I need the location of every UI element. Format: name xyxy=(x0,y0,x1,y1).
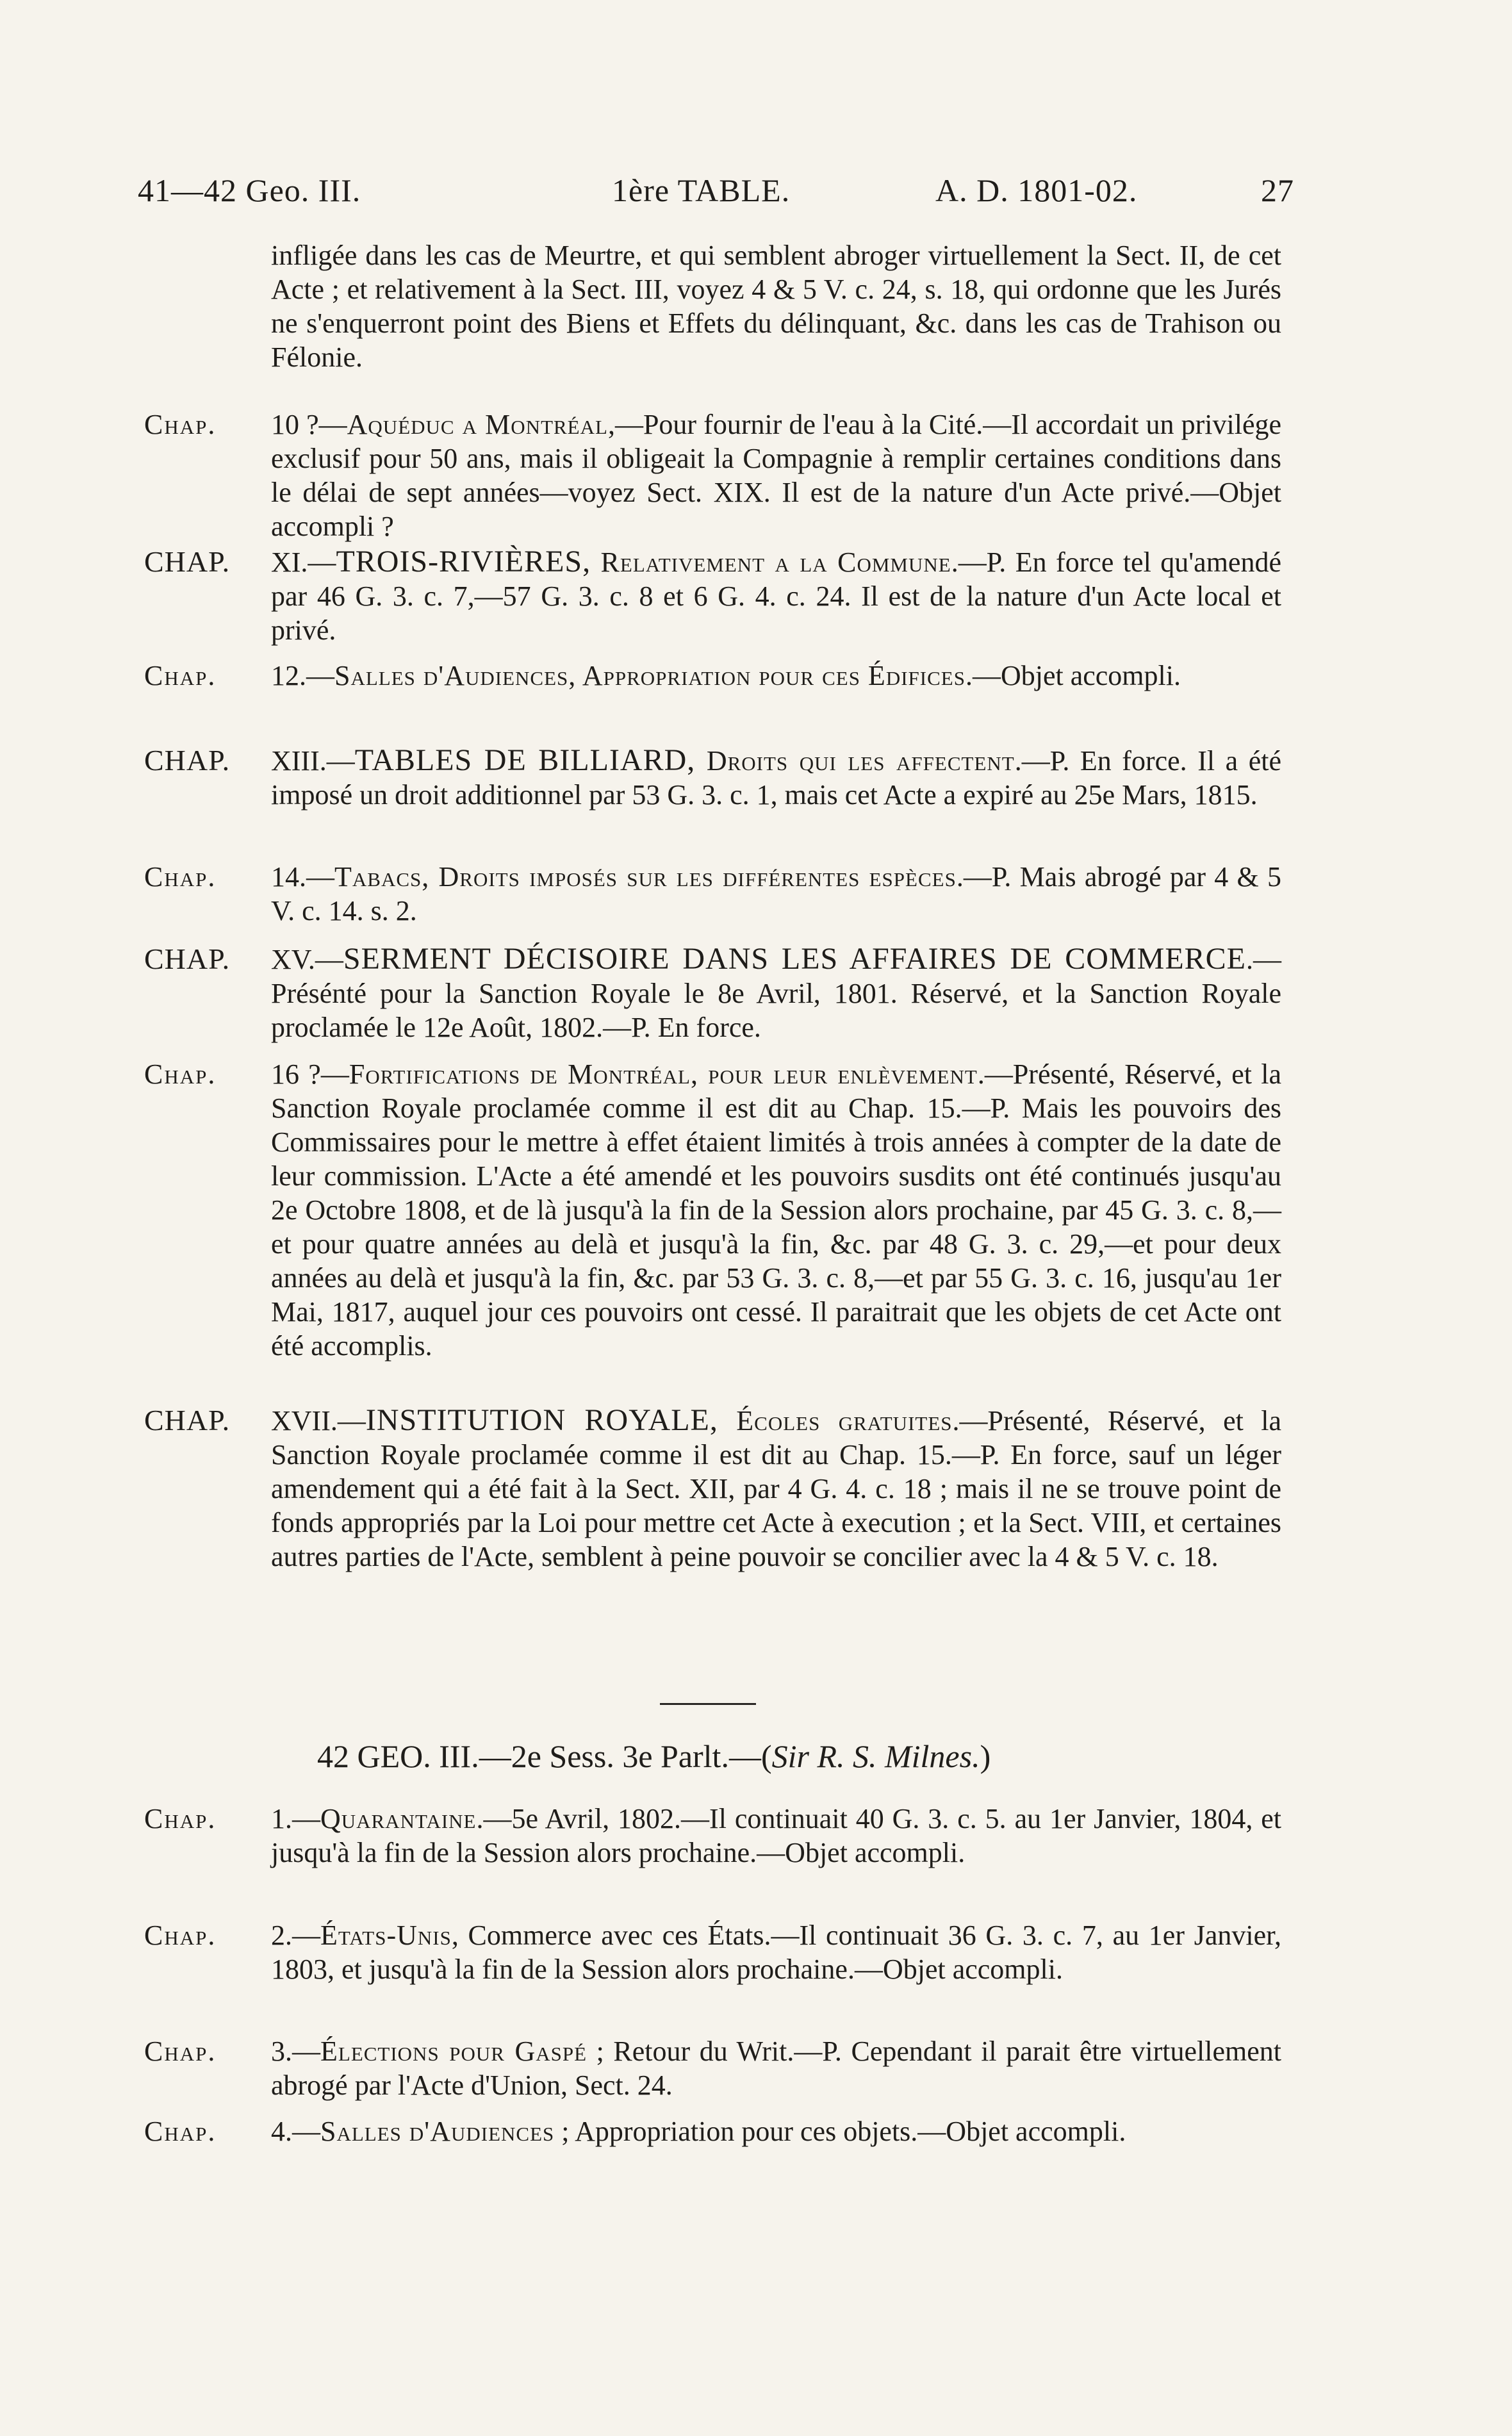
chap-title: Salles d'Audiences, Appropriation pour ces Édifices xyxy=(334,660,966,691)
entry-2-chap-4 xyxy=(144,2114,1281,2148)
entry-chap-15 xyxy=(144,942,1281,1044)
chap-number: 12.— xyxy=(271,660,334,691)
entry-chap-10 xyxy=(144,407,1281,543)
header-reign: 41—42 Geo. III. xyxy=(138,172,361,208)
chap-text: .—Objet accompli. xyxy=(965,660,1181,691)
chap-label: CHAP. xyxy=(144,942,231,975)
chap-label: Chap. xyxy=(144,2036,217,2067)
chap-title: INSTITUTION ROYALE, xyxy=(365,1403,718,1437)
chap-text: ; Appropriation pour ces objets.—Objet accompli. xyxy=(554,2116,1126,2147)
governor-name: Sir R. S. Milnes. xyxy=(771,1738,980,1774)
chap-number: 14.— xyxy=(271,861,334,893)
chap-number: 3.— xyxy=(271,2036,320,2067)
session-heading xyxy=(317,1738,1278,1775)
chap-number: 1.— xyxy=(271,1803,320,1834)
page-number: 27 xyxy=(1261,172,1294,208)
header-years: A. D. 1801-02. xyxy=(935,172,1138,208)
running-header xyxy=(138,172,1294,217)
entry-chap-12 xyxy=(144,659,1281,693)
entry-chap-16 xyxy=(144,1057,1281,1363)
chap-label: Chap. xyxy=(144,1920,217,1951)
header-table-title: 1ère TABLE. xyxy=(612,172,791,208)
chap-label: Chap. xyxy=(144,1058,217,1090)
chap-text: .—Présénté pour la Sanction Royale le 8e Avril, 1801. Réservé, et la Sanction Royale proclamée le 12e Août, 1802.—P. En force. xyxy=(271,944,1281,1043)
section-divider xyxy=(660,1703,756,1705)
chap-subtitle: Écoles gratuites xyxy=(718,1405,953,1436)
chap-text: .—P. En force. Il a été imposé un droit additionnel par 53 G. 3. c. 1, mais cet Acte a expiré au 25e Mars, 1815. xyxy=(271,745,1281,811)
chap-title: TABLES DE BILLIARD, xyxy=(354,743,696,777)
chap-number: 2.— xyxy=(271,1920,320,1951)
chap-text: ; Retour du Writ.—P. Cependant il parait être virtuellement abrogé par l'Acte d'Union, Sect. 24. xyxy=(271,2036,1281,2101)
intro-paragraph: infligée dans les cas de Meurtre, et qui semblent abroger virtuellement la Sect. II, de cet Acte ; et relativement à la Sect. III, voyez 4 & 5 V. c. 24, s. 18, qui ordonne que les Jurés ne s'enquerront point des Biens et Effets du délinquant, &c. dans les cas de Trahison ou Félonie. xyxy=(271,240,1281,373)
chap-label: Chap. xyxy=(144,660,217,691)
session-end: ) xyxy=(980,1738,991,1774)
chap-number: 4.— xyxy=(271,2116,320,2147)
chap-title: TROIS-RIVIÈRES, xyxy=(336,545,591,579)
chap-label: Chap. xyxy=(144,1803,217,1834)
chap-text: .—P. Mais abrogé par 4 & 5 V. c. 14. s. 2. xyxy=(271,861,1281,926)
chap-number: XVII.— xyxy=(271,1405,366,1436)
chap-label: Chap. xyxy=(144,861,217,893)
chap-text: .—Présenté, Réservé, et la Sanction Royale proclamée comme il est dit au Chap. 15.—P. En force, sauf un léger amendement qui a été fait à la Sect. XII, par 4 G. 4. c. 18 ; mais il ne se trouve point de fonds appropriés par la Loi pour mettre cet Acte à execution ; et la Sect. VIII, et certaines autres parties de l'Acte, semblent à peine pouvoir se concilier avec la 4 & 5 V. c. 18. xyxy=(271,1405,1281,1572)
chap-label: CHAP. xyxy=(144,744,231,777)
entry-2-chap-3 xyxy=(144,2034,1281,2102)
chap-number: XV.— xyxy=(271,944,343,975)
chap-text: .—5e Avril, 1802.—Il continuait 40 G. 3. c. 5. au 1er Janvier, 1804, et jusqu'à la fin de la Session alors prochaine.—Objet accompli. xyxy=(271,1803,1281,1868)
chap-text: ,—Pour fournir de l'eau à la Cité.—Il accordait un privilége exclusif pour 50 ans, mais il obligeait la Compagnie à remplir certaines conditions dans le délai de sept années—voyez Sect. XIX. Il est de la nature d'un Acte privé.—Objet accompli ? xyxy=(271,409,1282,542)
entry-chap-13 xyxy=(144,743,1281,812)
entry-2-chap-2 xyxy=(144,1918,1281,1986)
chap-label: Chap. xyxy=(144,2116,217,2147)
chap-text: .—P. En force tel qu'amendé par 46 G. 3. c. 7,—57 G. 3. c. 8 et 6 G. 4. c. 24. Il est de la nature d'un Acte local et privé. xyxy=(271,547,1281,646)
chap-text: .—Présenté, Réservé, et la Sanction Royale proclamée comme il est dit au Chap. 15.—P. Mais les pouvoirs des Commissaires pour le mettre à effet étaient limités à trois années à compter de la date de leur commission. L'Acte a été amendé et les pouvoirs susdits ont été continués jusqu'au 2e Octobre 1808, et de là jusqu'à la fin de la Session alors prochaine, par 45 G. 3. c. 8,—et pour quatre années au delà et jusqu'à la fin, &c. par 48 G. 3. c. 29,—et pour deux années au delà et jusqu'à la fin, &c. par 53 G. 3. c. 8,—et par 55 G. 3. c. 16, jusqu'au 1er Mai, 1817, auquel jour ces pouvoirs ont cessé. Il paraitrait que les objets de cet Acte ont été accomplis. xyxy=(271,1058,1282,1362)
chap-subtitle: Relativement a la Commune xyxy=(591,547,951,578)
chap-number: XI.— xyxy=(271,547,336,578)
entry-chap-11 xyxy=(144,545,1281,647)
chap-title: Fortifications de Montréal, pour leur enlèvement xyxy=(349,1058,978,1090)
chap-label: CHAP. xyxy=(144,545,231,578)
chap-subtitle: Droits qui les affectent xyxy=(695,745,1015,777)
chap-number: 10 ?— xyxy=(271,409,347,440)
chap-text: , Commerce avec ces États.—Il continuait 36 G. 3. c. 7, au 1er Janvier, 1803, et jusqu'à la fin de la Session alors prochaine.—Objet accompli. xyxy=(271,1920,1281,1985)
entry-chap-17 xyxy=(144,1403,1281,1574)
chap-title: États-Unis xyxy=(320,1920,452,1951)
chap-label: Chap. xyxy=(144,409,217,440)
chap-title: Aquéduc a Montréal xyxy=(347,409,608,440)
entry-2-chap-1 xyxy=(144,1802,1281,1870)
chap-title: Salles d'Audiences xyxy=(320,2116,555,2147)
chap-title: SERMENT DÉCISOIRE DANS LES AFFAIRES DE COMMERCE xyxy=(343,942,1246,976)
chap-title: Quarantaine xyxy=(320,1803,477,1834)
entry-chap-14 xyxy=(144,860,1281,928)
chap-label: CHAP. xyxy=(144,1404,231,1436)
chap-title: Tabacs, Droits imposés sur les différentes espèces xyxy=(334,861,957,893)
chap-title: Élections pour Gaspé xyxy=(320,2036,588,2067)
chap-number: 16 ?— xyxy=(271,1058,349,1090)
chap-number: XIII.— xyxy=(271,745,355,777)
session-main: 42 GEO. III.—2e Sess. 3e Parlt.—( xyxy=(317,1738,772,1774)
